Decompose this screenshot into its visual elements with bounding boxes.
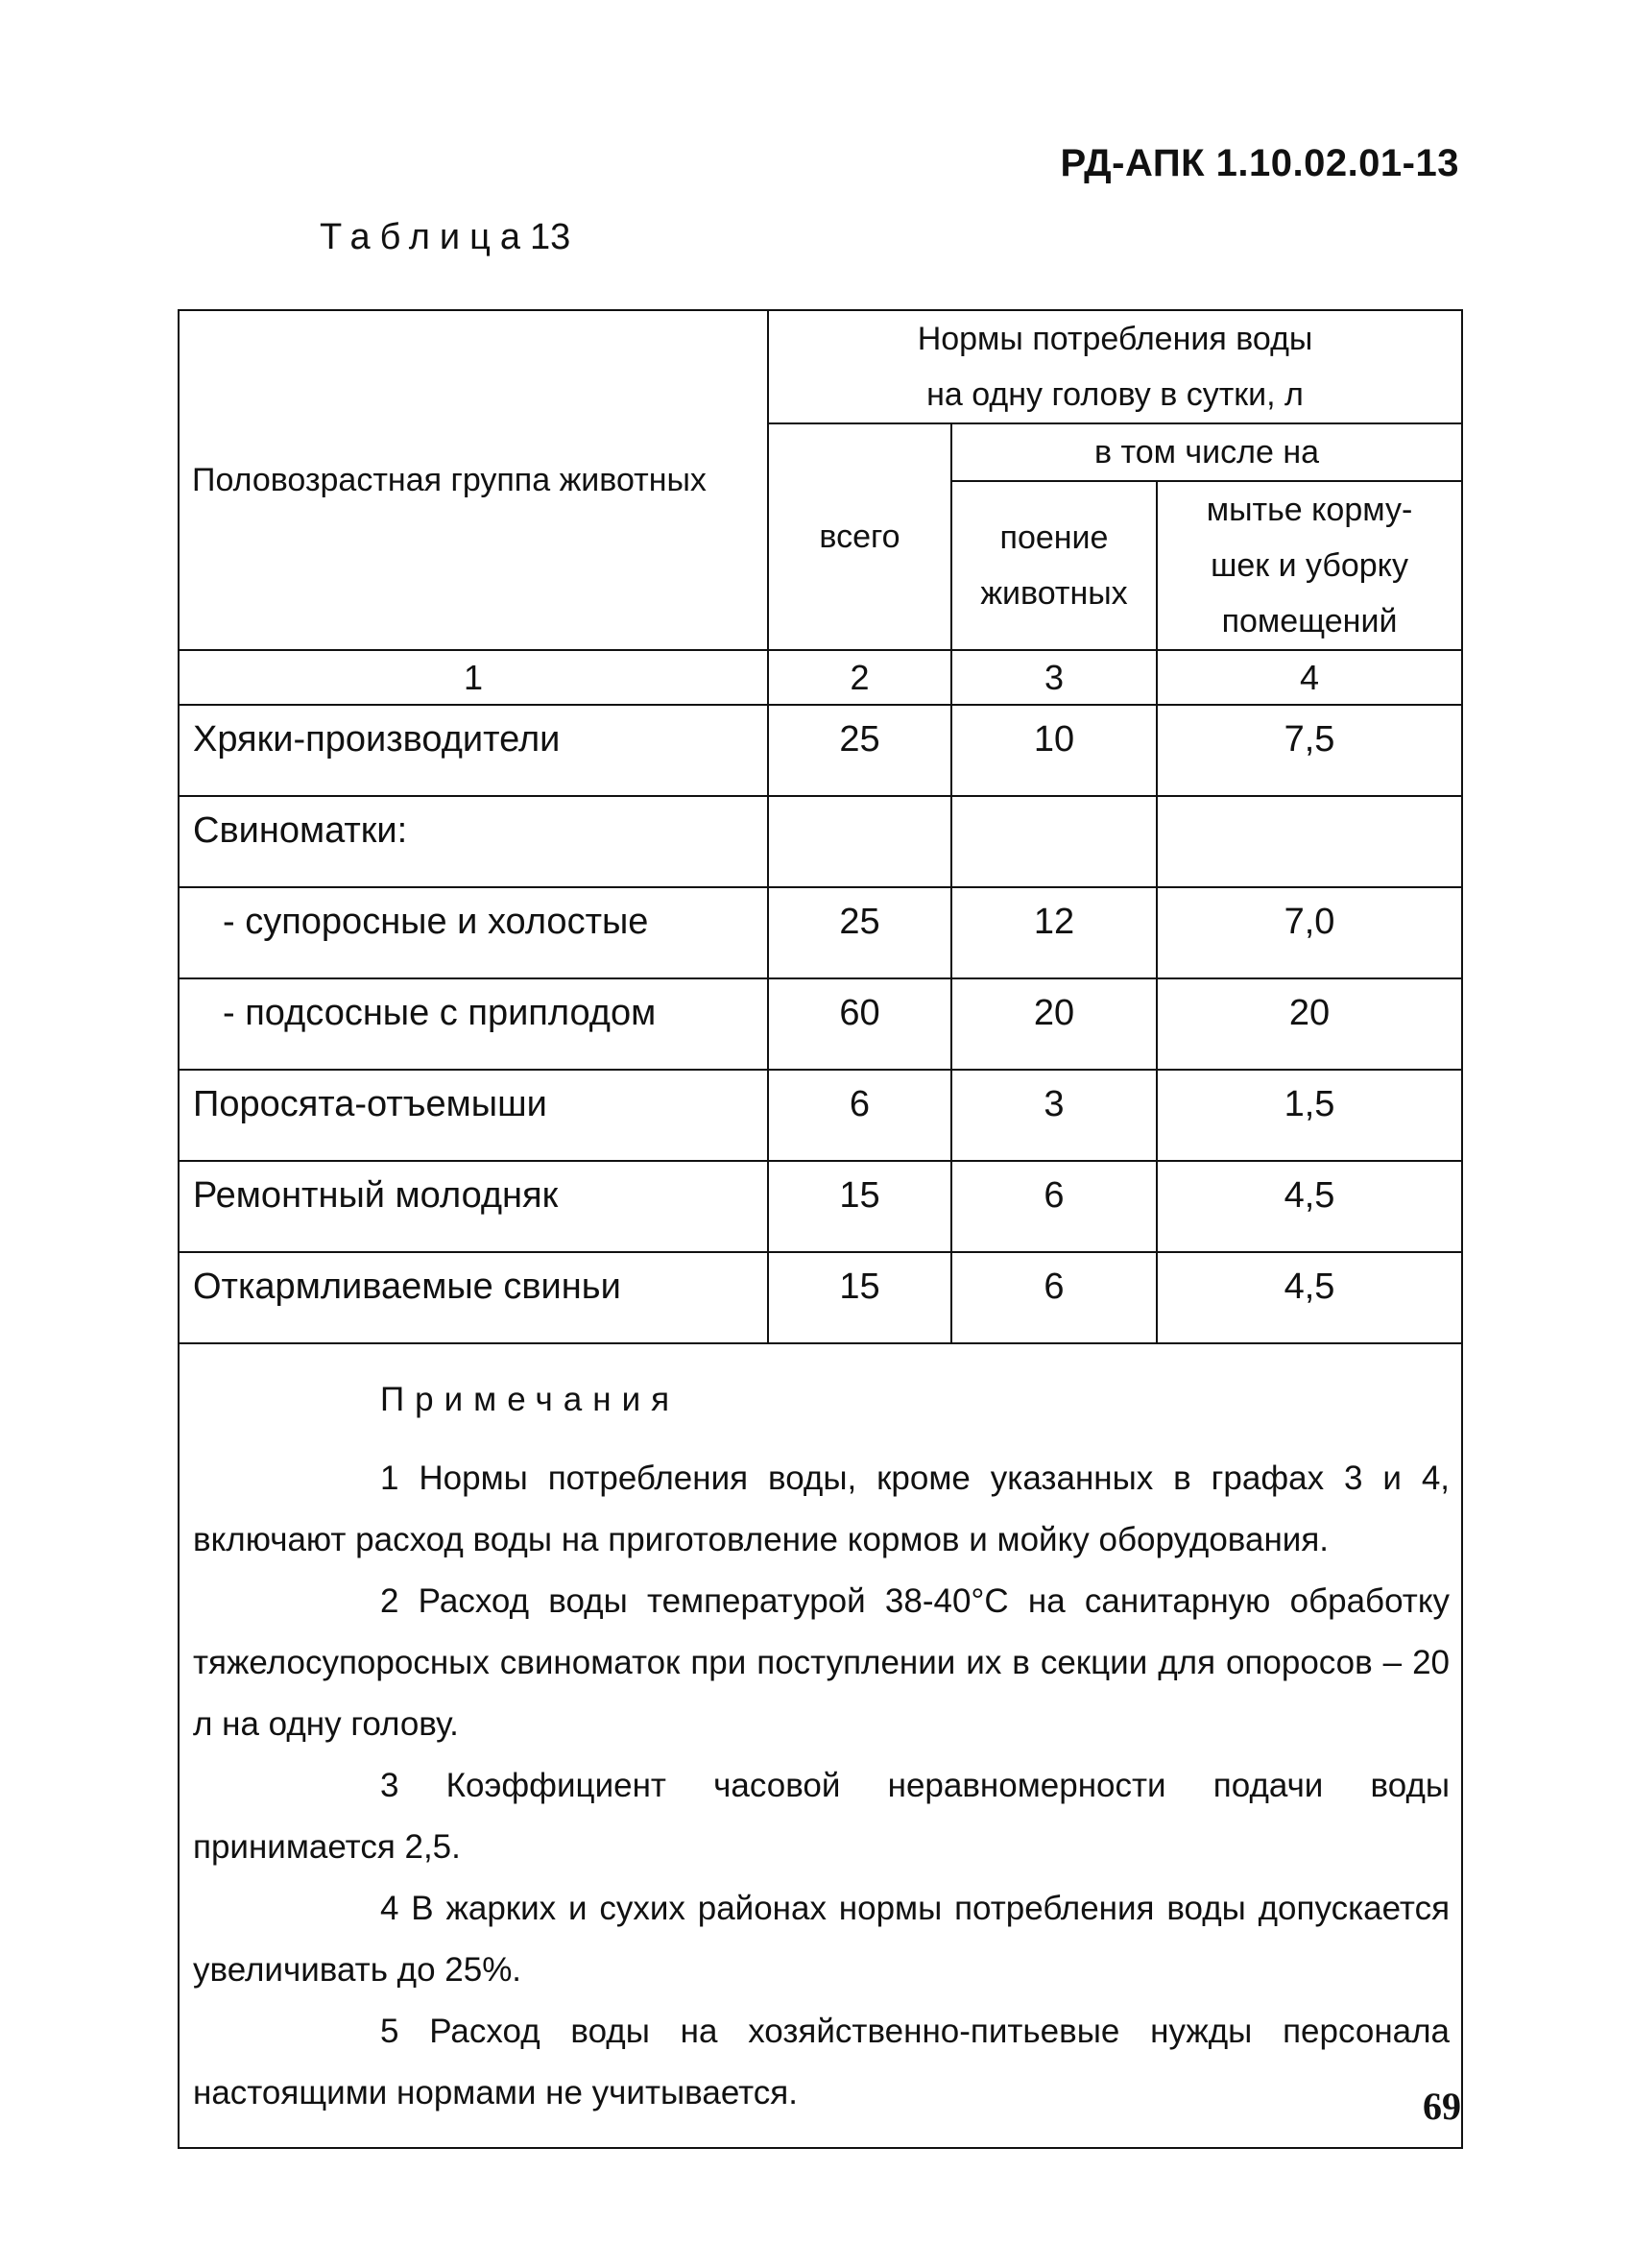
table-row — [179, 887, 1462, 978]
note-item: 5 Расход воды на хозяйственно-питьевые нужды персонала настоящими нормами не учитывается. — [193, 2013, 1451, 2111]
header-norms — [768, 310, 1462, 423]
column-number-row — [179, 650, 1462, 705]
table-caption-word: Таблица — [320, 217, 530, 257]
header-row-1 — [179, 310, 1462, 423]
row-washing: 4,5 — [1157, 1252, 1462, 1343]
row-washing: 7,0 — [1157, 887, 1462, 978]
row-watering: 3 — [951, 1070, 1157, 1161]
header-washing — [1157, 481, 1462, 650]
table-row — [179, 1070, 1462, 1161]
document-code: РД-АПК 1.10.02.01-13 — [1060, 142, 1459, 184]
header-washing-line1: мытье корму- — [1206, 492, 1413, 528]
table-row — [179, 796, 1462, 887]
header-watering — [951, 481, 1157, 650]
header-watering-line1: поение — [999, 519, 1109, 556]
row-washing — [1157, 796, 1462, 887]
note-item: 1 Нормы потребления воды, кроме указанных в графах 3 и 4, включают расход воды на приготовление кормов и мойку оборудования. — [193, 1460, 1451, 1558]
header-watering-line2: животных — [980, 575, 1128, 612]
row-watering: 6 — [951, 1252, 1157, 1343]
row-label: Ремонтный молодняк — [179, 1161, 768, 1252]
table-row — [179, 1161, 1462, 1252]
row-washing: 4,5 — [1157, 1161, 1462, 1252]
notes-section — [179, 1343, 1462, 2148]
row-total — [768, 796, 951, 887]
note-item: 3 Коэффициент часовой неравномерности подачи воды принимается 2,5. — [193, 1767, 1451, 1866]
row-watering: 6 — [951, 1161, 1157, 1252]
table-row — [179, 1252, 1462, 1343]
column-number: 4 — [1157, 650, 1462, 705]
row-washing: 20 — [1157, 978, 1462, 1070]
page-number: 69 — [1423, 2085, 1461, 2128]
row-total: 25 — [768, 705, 951, 796]
header-total: всего — [768, 423, 951, 650]
header-group: Половозрастная группа животных — [179, 310, 768, 650]
row-label: Поросята-отъемыши — [179, 1070, 768, 1161]
note-item: 4 В жарких и сухих районах нормы потребления воды допускается увеличивать до 25%. — [193, 1890, 1451, 1989]
row-watering: 20 — [951, 978, 1157, 1070]
row-label: Свиноматки: — [179, 796, 768, 887]
note-item: 2 Расход воды температурой 38-40°С на санитарную обработку тяжелосупоросных свиноматок при поступлении их в секции для опоросов – 20 л на одну голову. — [193, 1582, 1451, 1743]
row-washing: 1,5 — [1157, 1070, 1462, 1161]
table-caption — [320, 217, 570, 258]
water-norms-table — [178, 309, 1463, 2149]
row-watering: 10 — [951, 705, 1157, 796]
header-norms-line1: Нормы потребления воды — [917, 321, 1313, 357]
column-number: 3 — [951, 650, 1157, 705]
header-including: в том числе на — [951, 423, 1462, 481]
row-watering — [951, 796, 1157, 887]
row-label: Откармливаемые свиньи — [179, 1252, 768, 1343]
column-number: 1 — [179, 650, 768, 705]
column-number: 2 — [768, 650, 951, 705]
row-label: - подсосные с приплодом — [179, 978, 768, 1070]
header-norms-line2: на одну голову в сутки, л — [926, 376, 1304, 413]
row-total: 60 — [768, 978, 951, 1070]
row-total: 25 — [768, 887, 951, 978]
table-caption-number: 13 — [530, 217, 571, 257]
row-washing: 7,5 — [1157, 705, 1462, 796]
header-washing-line2: шек и уборку — [1211, 547, 1408, 584]
row-total: 15 — [768, 1161, 951, 1252]
table-row — [179, 978, 1462, 1070]
header-washing-line3: помещений — [1221, 603, 1398, 639]
notes-row — [179, 1343, 1462, 2148]
row-watering: 12 — [951, 887, 1157, 978]
row-total: 6 — [768, 1070, 951, 1161]
row-total: 15 — [768, 1252, 951, 1343]
row-label: - супоросные и холостые — [179, 887, 768, 978]
notes-title: Примечания — [380, 1381, 681, 1418]
row-label: Хряки-производители — [179, 705, 768, 796]
table-row — [179, 705, 1462, 796]
